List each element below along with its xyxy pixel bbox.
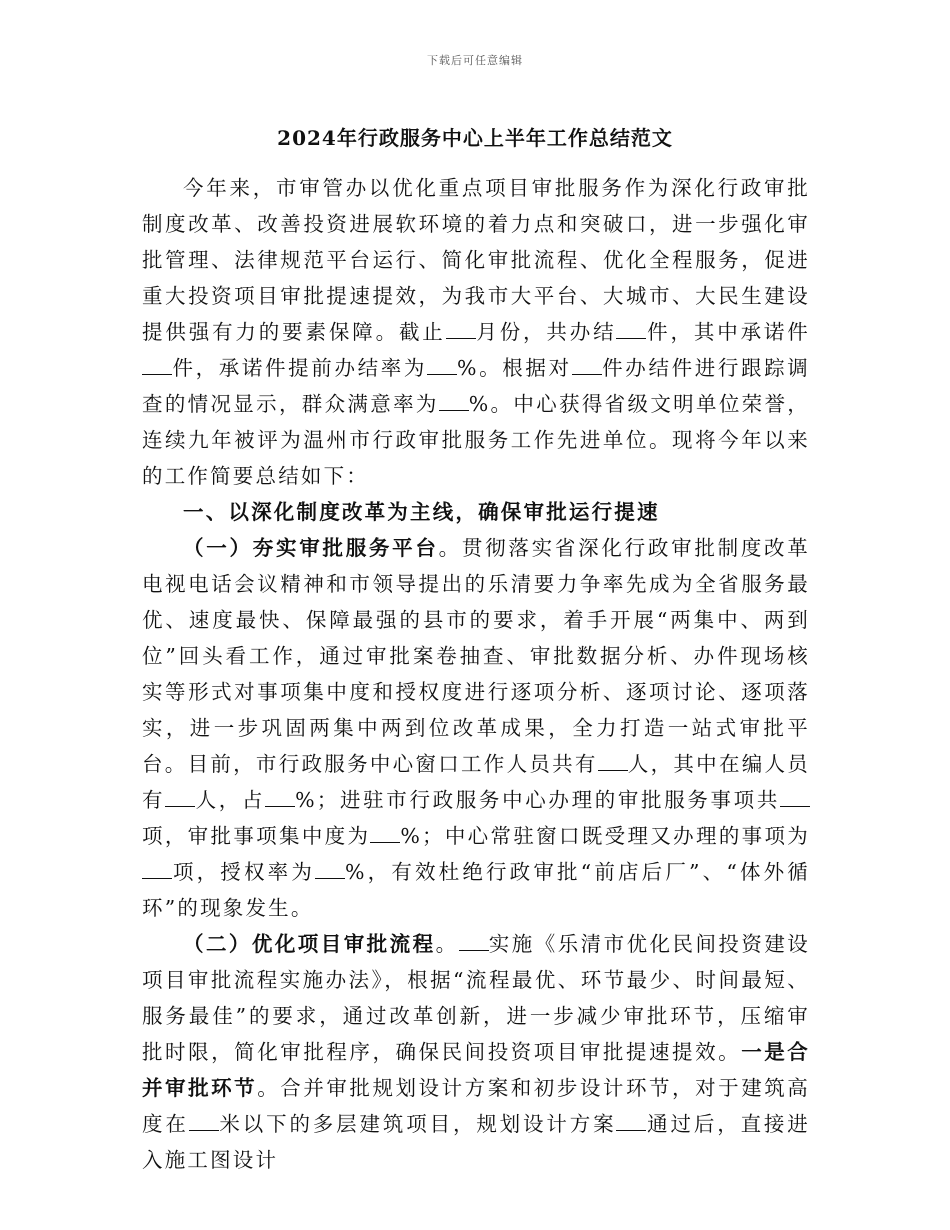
- paragraph-intro: [142, 170, 810, 494]
- blank-field: [189, 1114, 219, 1131]
- text-run: %；进驻市行政服务中心办理的审批服务事项共: [295, 788, 781, 812]
- blank-field: [459, 934, 489, 951]
- blank-field: [598, 754, 628, 771]
- text-run: 米以下的多层建筑项目，规划设计方案: [218, 1112, 617, 1136]
- text-run: 项，审批事项集中度为: [142, 824, 371, 848]
- subsection-lead: （二）优化项目审批流程: [183, 932, 436, 956]
- blank-field: [427, 358, 457, 375]
- blank-field: [165, 790, 195, 807]
- blank-field: [142, 862, 172, 879]
- blank-field: [780, 790, 810, 807]
- text-run: 实施《乐清市优化民间投资建设项目审批流程实施办法》，根据“流程最优、环节最少、时间最短、服务最佳”的要求，通过改革创新，进一步减少审批环节，压缩审批时限，简化审批程序，确保民间投资项目审批提速提效。: [142, 932, 810, 1064]
- blank-field: [572, 358, 602, 375]
- text-run: %，有效杜绝行政审批“前店后厂”、“体外循环”的现象发生。: [142, 860, 811, 920]
- blank-field: [446, 322, 476, 339]
- subsection-lead: （一）夯实审批服务平台: [183, 536, 439, 560]
- header-note: 下载后可任意编辑: [427, 54, 523, 67]
- text-run: 月份，共办结: [475, 320, 617, 344]
- text-run: 。贯彻落实省深化行政审批制度改革电视电话会议精神和市领导提出的乐清要力争率先成为全省服务最优、速度最快、保障最强的县市的要求，着手开展“两集中、两到位”回头看工作，通过审批案卷抽查、审批数据分析、办件现场核实等形式对事项集中度和授权度进行逐项分析、逐项讨论、逐项落实，进一步巩固两集中两到位改革成果，全力打造一站式审批平台。目前，市行政服务中心窗口工作人员共有: [142, 536, 811, 776]
- text-run: %；中心常驻窗口既受理又办理的事项为: [400, 824, 811, 848]
- blank-field: [142, 358, 172, 375]
- text-run: 。合并审批规划设计方案和初步设计环节，对于建筑高度在: [142, 1076, 810, 1136]
- blank-field: [265, 790, 295, 807]
- text-run: 。: [435, 932, 459, 956]
- text-run: 件办结件进行跟踪调查的情况显示，群众满意率为: [142, 356, 810, 416]
- text-run: %。根据对: [457, 356, 572, 380]
- blank-field: [616, 322, 646, 339]
- text-run: 件，其中承诺件: [646, 320, 810, 344]
- paragraph-process: [142, 926, 810, 1178]
- paragraph-platform: [142, 530, 810, 926]
- text-run: %。中心获得省级文明单位荣誉，连续九年被评为温州市行政审批服务工作先进单位。现将今年以来的工作简要总结如下：: [142, 392, 810, 488]
- blank-field: [439, 394, 469, 411]
- document-body: [142, 170, 810, 1178]
- blank-field: [616, 1114, 646, 1131]
- text-run: 人，其中在编人员有: [142, 752, 811, 812]
- document-title: 2024年行政服务中心上半年工作总结范文: [277, 126, 673, 150]
- text-run: 件，承诺件提前办结率为: [172, 356, 428, 380]
- point-lead: 一是合并审批环节: [142, 1040, 810, 1100]
- text-run: 今年来，市审管办以优化重点项目审批服务作为深化行政审批制度改革、改善投资进展软环境的着力点和突破口，进一步强化审批管理、法律规范平台运行、简化审批流程、优化全程服务，促进重大投资项目审批提速提效，为我市大平台、大城市、大民生建设提供强有力的要素保障。截止: [142, 176, 810, 344]
- text-run: 通过后，直接进入施工图设计: [142, 1112, 810, 1172]
- section-heading-1: 一、以深化制度改革为主线，确保审批运行提速: [183, 500, 660, 524]
- text-run: 项，授权率为: [172, 860, 315, 884]
- blank-field: [370, 826, 400, 843]
- text-run: 人，占: [195, 788, 266, 812]
- blank-field: [315, 862, 345, 879]
